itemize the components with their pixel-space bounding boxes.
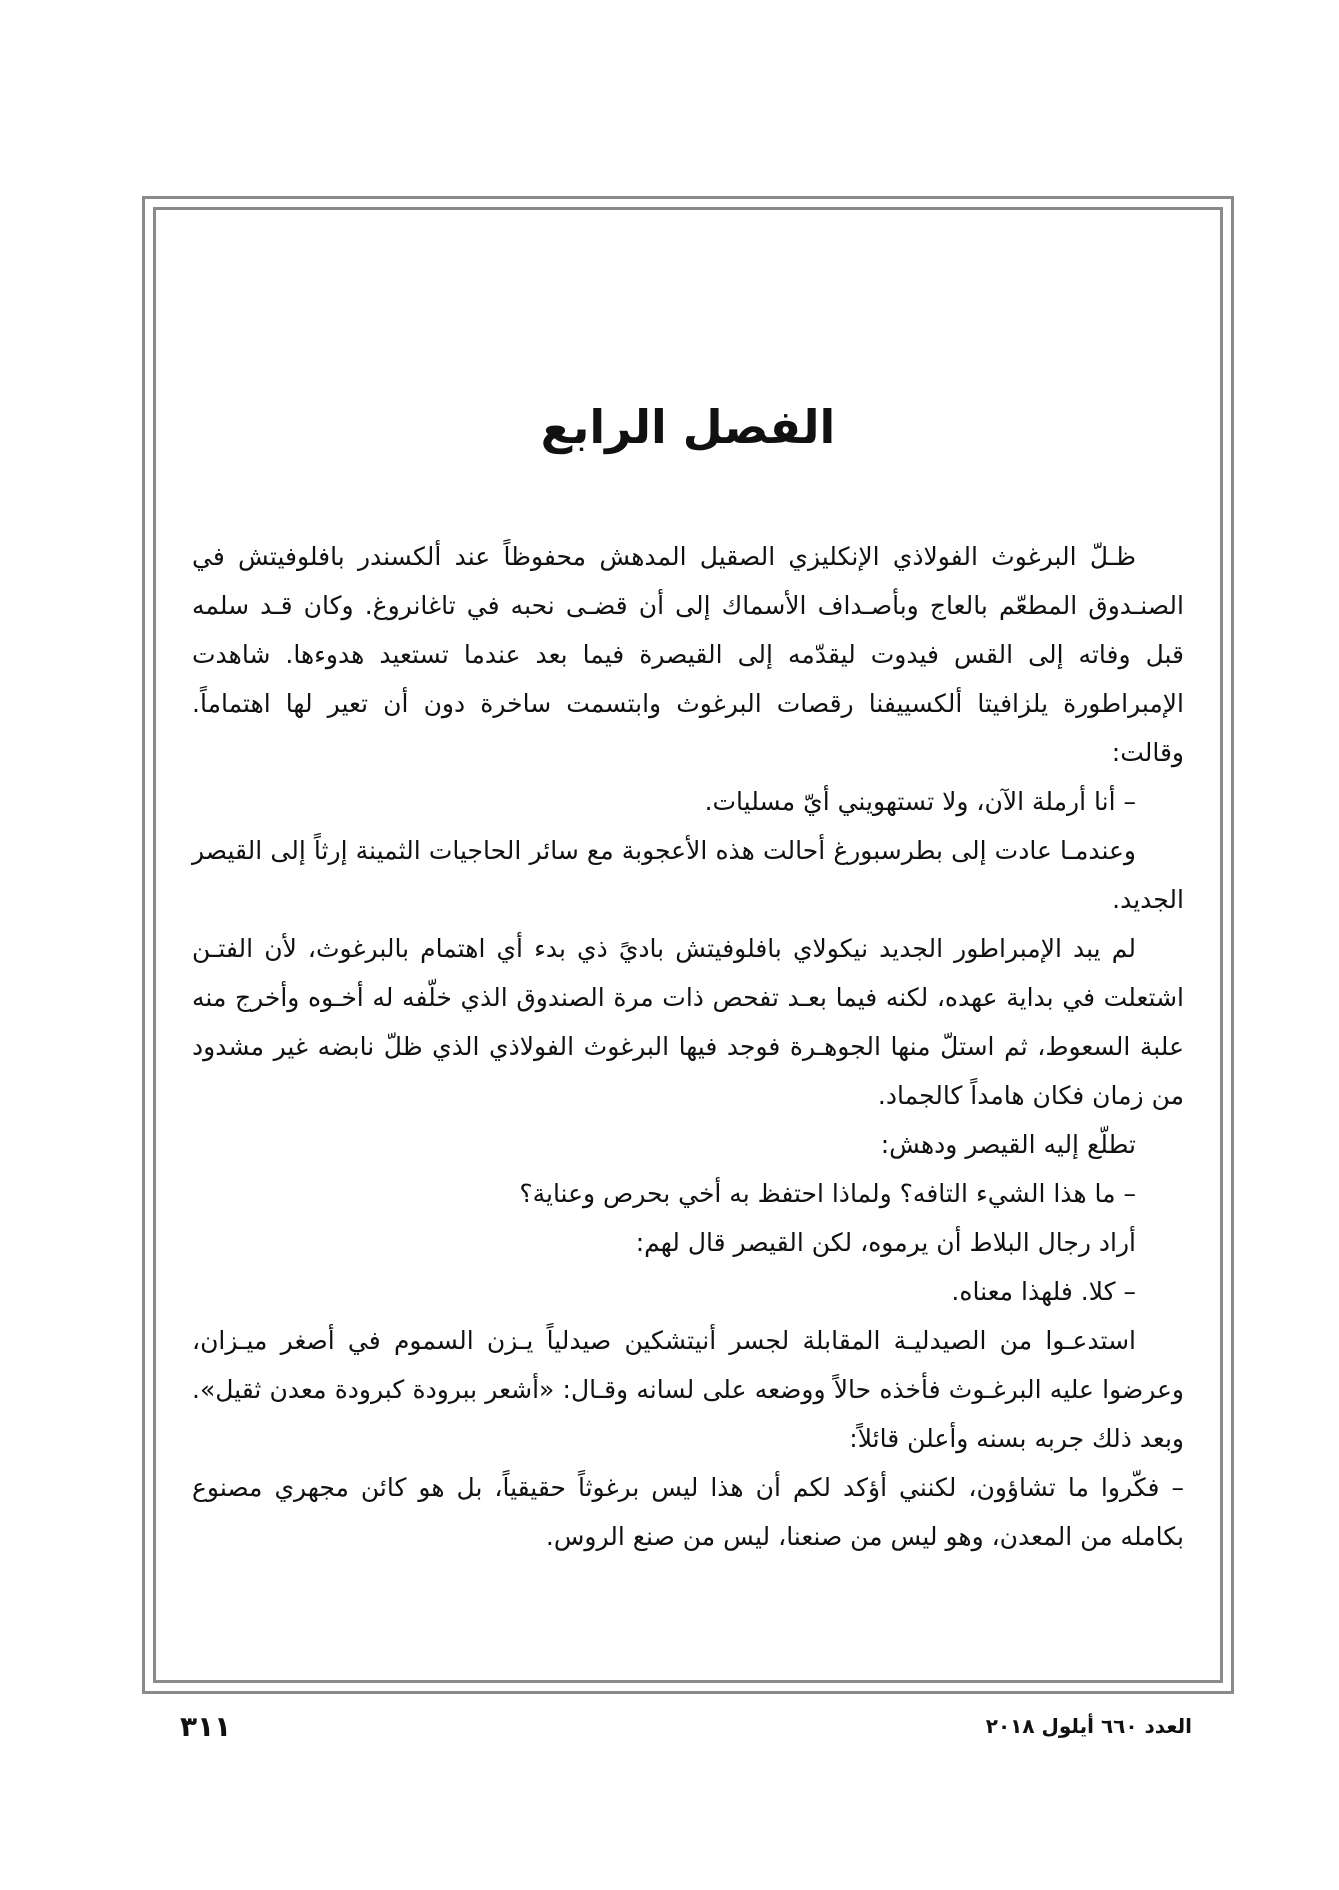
- chapter-body: [192, 532, 1184, 1561]
- issue-info: العدد ٦٦٠ أيلول ٢٠١٨: [985, 1714, 1192, 1738]
- dialogue-line: – ما هذا الشيء التافه؟ ولماذا احتفظ به أخي بحرص وعناية؟: [519, 1179, 1136, 1208]
- paragraph: استدعـوا من الصيدليـة المقابلة لجسر أنيتشكين صيدلياً يـزن السموم في أصغر ميـزان، وعرضوا عليه البرغـوث فأخذه حالاً ووضعه على لسانه وقـال: «أشعر ببرودة كبرودة معدن ثقيل». وبعد ذلك جربه بسنه وأعلن قائلاً:: [192, 1326, 1184, 1453]
- paragraph: أراد رجال البلاط أن يرموه، لكن القيصر قال لهم:: [635, 1228, 1136, 1257]
- paragraph: ظـلّ البرغوث الفولاذي الإنكليزي الصقيل المدهش محفوظاً عند ألكسندر بافلوفيتش في الصنـدوق المطعّم بالعاج وبأصـداف الأسماك إلى أن قضـى نحبه في تاغانروغ. وكان قـد سلمه قبل وفاته إلى القس فيدوت ليقدّمه إلى القيصرة فيما بعد عندما تستعيد هدوءها. شاهدت الإمبراطورة يلزافيتا ألكسييفنا رقصات البرغوث وابتسمت ساخرة دون أن تعير لها اهتماماً. وقالت:: [192, 542, 1184, 767]
- paragraph: لم يبد الإمبراطور الجديد نيكولاي بافلوفيتش باديً ذي بدء أي اهتمام بالبرغوث، لأن الفتـن اشتعلت في بداية عهده، لكنه فيما بعـد تفحص ذات مرة الصندوق الذي خلّفه له أخـوه وأخرج منه علبة السعوط، ثم استلّ منها الجوهـرة فوجد فيها البرغوث الفولاذي الذي ظلّ نابضه غير مشدود من زمان فكان هامداً كالجماد.: [192, 934, 1184, 1110]
- chapter-title: الفصل الرابع: [540, 400, 836, 454]
- paragraph: تطلّع إليه القيصر ودهش:: [880, 1130, 1136, 1159]
- dialogue-line: – فكّروا ما تشاؤون، لكنني أؤكد لكم أن هذا ليس برغوثاً حقيقياً، بل هو كائن مجهري مصنوع بكامله من المعدن، وهو ليس من صنعنا، ليس من صنع الروس.: [192, 1473, 1184, 1551]
- dialogue-line: – أنا أرملة الآن، ولا تستهويني أيّ مسليات.: [704, 787, 1136, 816]
- dialogue-line: – كلا. فلهذا معناه.: [951, 1277, 1136, 1306]
- page-footer: [180, 1710, 1192, 1750]
- page-number: ٣١١: [180, 1710, 232, 1743]
- paragraph: وعندمـا عادت إلى بطرسبورغ أحالت هذه الأعجوبة مع سائر الحاجيات الثمينة إرثاً إلى القيصر الجديد.: [192, 836, 1184, 914]
